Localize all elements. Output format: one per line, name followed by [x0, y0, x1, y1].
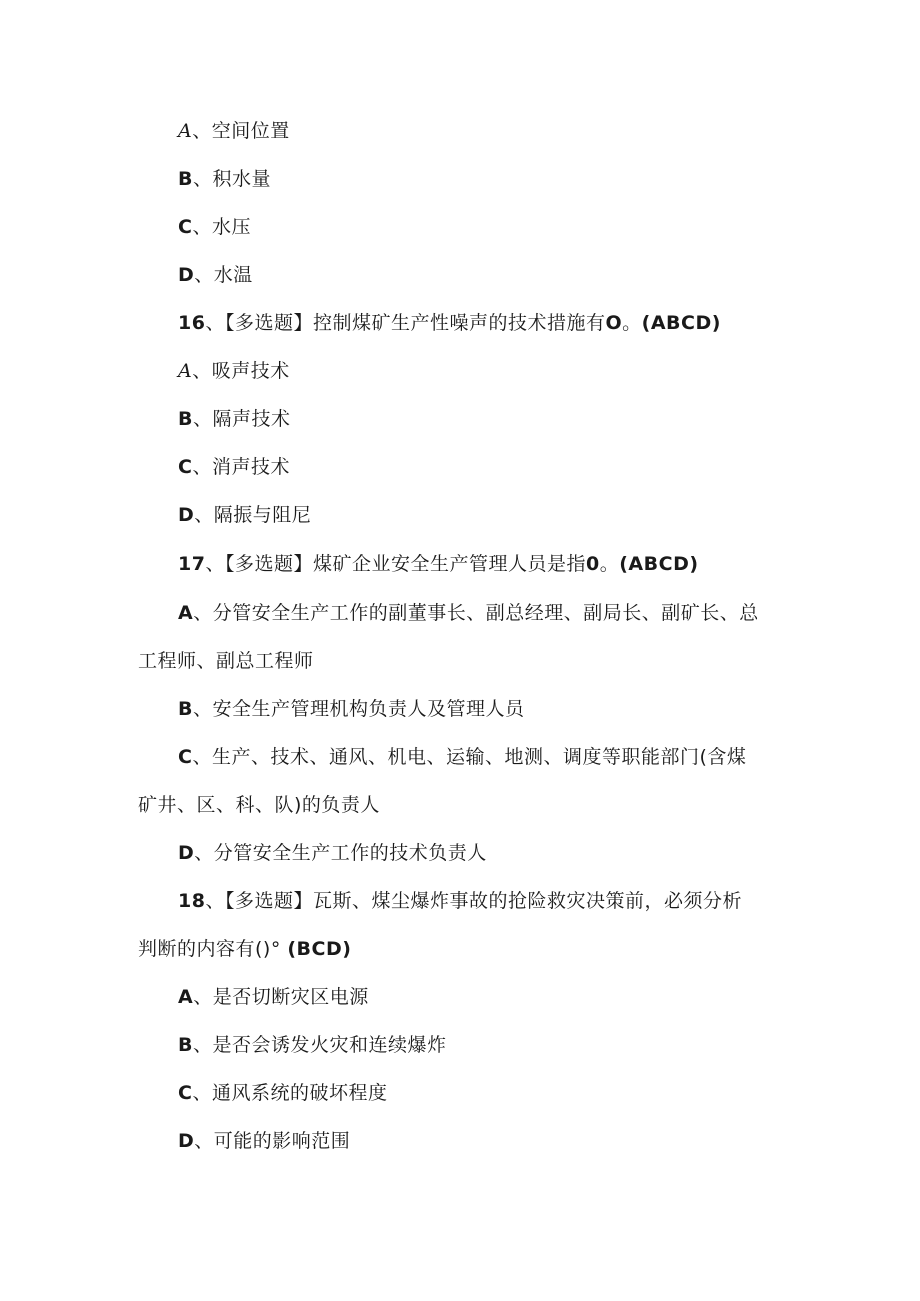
question-type: 【多选题】 [224, 890, 313, 912]
option-text: 矿井、区、科、队)的负责人 [138, 794, 380, 816]
question-type: 【多选题】 [224, 553, 313, 575]
q15-option-a: A、空间位置 [178, 120, 290, 142]
option-text: 隔振与阻尼 [213, 504, 312, 526]
q17-option-d: D、分管安全生产工作的技术负责人 [178, 842, 487, 864]
question-text: 煤矿企业安全生产管理人员是指 [312, 553, 586, 575]
answer-key: (BCD) [287, 938, 352, 960]
q17-stem: 17、【多选题】煤矿企业安全生产管理人员是指0。(ABCD) [178, 553, 699, 575]
option-letter: B [178, 698, 193, 720]
option-text: 分管安全生产工作的技术负责人 [213, 842, 487, 864]
q17-option-c-continued [138, 793, 380, 817]
question-text: 控制煤矿生产性噪声的技术措施有 [312, 312, 606, 334]
q18-stem-continued [138, 937, 351, 961]
question-type: 【多选题】 [224, 312, 313, 334]
option-text: 工程师、副总工程师 [138, 650, 314, 672]
option-text: 隔声技术 [212, 408, 291, 430]
option-text: 是否会诱发火灾和连续爆炸 [212, 1034, 447, 1056]
option-letter: A [178, 360, 193, 382]
option-letter: C [178, 1082, 193, 1104]
option-text: 是否切断灾区电源 [212, 986, 369, 1008]
option-text: 生产、技术、通风、机电、运输、地测、调度等职能部门(含煤 [211, 746, 747, 768]
option-letter: D [178, 842, 195, 864]
option-text: 通风系统的破坏程度 [211, 1082, 388, 1104]
option-text: 可能的影响范围 [213, 1130, 351, 1152]
q16-option-b: B、隔声技术 [178, 408, 291, 430]
q15-option-c: C、水压 [178, 216, 251, 238]
option-letter: B [178, 408, 193, 430]
answer-blank: O [605, 312, 623, 334]
option-letter: C [178, 216, 193, 238]
question-number: 16 [178, 312, 206, 334]
option-letter: C [178, 456, 193, 478]
q18-stem: 18、【多选题】瓦斯、煤尘爆炸事故的抢险救灾决策前，必须分析 [178, 890, 742, 912]
q17-option-c: C、生产、技术、通风、机电、运输、地测、调度等职能部门(含煤 [178, 746, 747, 768]
option-letter: B [178, 168, 193, 190]
option-letter: D [178, 264, 195, 286]
question-number: 17 [178, 553, 206, 575]
option-text: 积水量 [212, 168, 272, 190]
option-letter: A [178, 602, 194, 624]
question-number: 18 [178, 890, 206, 912]
q18-option-c: C、通风系统的破坏程度 [178, 1082, 388, 1104]
q17-option-b: B、安全生产管理机构负责人及管理人员 [178, 698, 525, 720]
option-text: 分管安全生产工作的副董事长、副总经理、副局长、副矿长、总 [212, 602, 759, 624]
option-letter: C [178, 746, 193, 768]
answer-key: (ABCD) [641, 312, 721, 334]
option-letter: D [178, 1130, 195, 1152]
option-letter: D [178, 504, 195, 526]
option-letter: A [178, 986, 194, 1008]
question-text: 判断的内容有()° [138, 938, 281, 960]
option-text: 安全生产管理机构负责人及管理人员 [212, 698, 525, 720]
q18-option-a: A、是否切断灾区电源 [178, 986, 369, 1008]
q16-option-d: D、隔振与阻尼 [178, 504, 312, 526]
option-text: 水温 [213, 264, 253, 286]
option-text: 消声技术 [211, 456, 290, 478]
q17-option-a-continued [138, 649, 314, 673]
q15-option-b: B、积水量 [178, 168, 272, 190]
option-letter: B [178, 1034, 193, 1056]
q18-option-b: B、是否会诱发火灾和连续爆炸 [178, 1034, 447, 1056]
option-letter: A [178, 120, 193, 142]
answer-blank: 0 [586, 553, 600, 575]
q16-option-a: A、吸声技术 [178, 360, 290, 382]
answer-key: (ABCD) [619, 553, 699, 575]
q18-option-d: D、可能的影响范围 [178, 1130, 351, 1152]
question-text: 瓦斯、煤尘爆炸事故的抢险救灾决策前，必须分析 [312, 890, 742, 912]
q16-stem: 16、【多选题】控制煤矿生产性噪声的技术措施有O。(ABCD) [178, 312, 721, 334]
q16-option-c: C、消声技术 [178, 456, 290, 478]
option-text: 空间位置 [211, 120, 290, 142]
option-text: 吸声技术 [211, 360, 290, 382]
q15-option-d: D、水温 [178, 264, 253, 286]
option-text: 水压 [211, 216, 251, 238]
q17-option-a: A、分管安全生产工作的副董事长、副总经理、副局长、副矿长、总 [178, 602, 759, 624]
